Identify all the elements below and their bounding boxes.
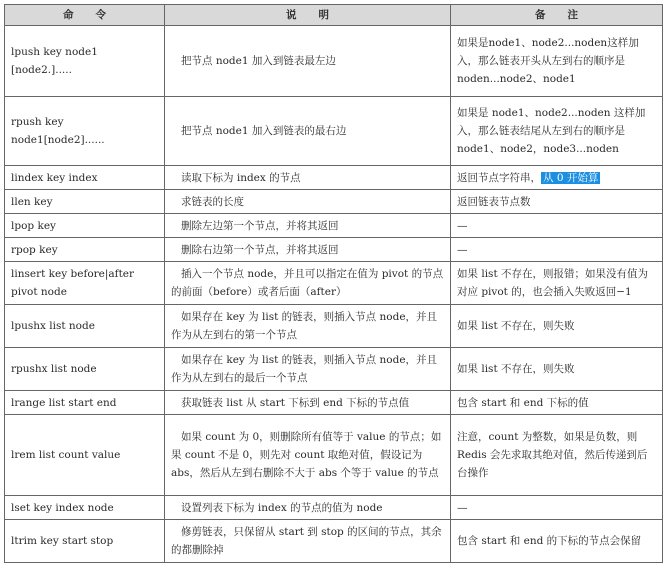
note-cell	[451, 166, 663, 190]
description-cell: 如果 count 为 0，则删除所有值等于 value 的节点；如果 count 不是 0，则先对 count 取绝对值，假设记为 abs，然后从左到右删除不大于 abs 个等于 value 的节点	[165, 415, 451, 496]
header-description: 说明	[165, 5, 451, 26]
command-cell: rpush key node1[node2]......	[5, 97, 165, 166]
note-cell: —	[451, 214, 663, 238]
table-row	[5, 166, 663, 190]
note-cell: 包含 start 和 end 下标的值	[451, 391, 663, 415]
table-header-row	[5, 5, 663, 26]
table-row	[5, 262, 663, 305]
table-row	[5, 238, 663, 262]
command-cell: lset key index node	[5, 496, 165, 520]
description-cell: 修剪链表，只保留从 start 到 stop 的区间的节点，其余的都删除掉	[165, 520, 451, 563]
note-cell: 如果是 node1、node2...noden 这样加入，那么链表结尾从左到右的顺序是 node1、node2，node3...noden	[451, 97, 663, 166]
table-row	[5, 190, 663, 214]
table-row	[5, 214, 663, 238]
command-cell: rpushx list node	[5, 348, 165, 391]
command-cell: rpop key	[5, 238, 165, 262]
description-cell: 获取链表 list 从 start 下标到 end 下标的节点值	[165, 391, 451, 415]
note-text: 返回节点字符串，	[457, 171, 541, 184]
table-row	[5, 520, 663, 563]
note-cell: 如果是node1、node2...noden这样加入，那么链表开头从左到右的顺序是 noden...node2、node1	[451, 26, 663, 97]
description-cell: 如果存在 key 为 list 的链表，则插入节点 node，并且作为从左到右的第一个节点	[165, 305, 451, 348]
note-cell: 注意，count 为整数，如果是负数，则 Redis 会先求取其绝对值，然后传递到后台操作	[451, 415, 663, 496]
description-cell: 插入一个节点 node，并且可以指定在值为 pivot 的节点的前面（before）或者后面（after）	[165, 262, 451, 305]
command-cell: llen key	[5, 190, 165, 214]
description-cell: 设置列表下标为 index 的节点的值为 node	[165, 496, 451, 520]
description-cell: 把节点 node1 加入到链表最左边	[165, 26, 451, 97]
note-cell: 包含 start 和 end 的下标的节点会保留	[451, 520, 663, 563]
redis-list-commands-table	[4, 4, 663, 563]
note-cell: —	[451, 496, 663, 520]
note-cell: 如果 list 不存在，则失败	[451, 348, 663, 391]
command-cell: lrange list start end	[5, 391, 165, 415]
description-cell: 读取下标为 index 的节点	[165, 166, 451, 190]
table-row	[5, 305, 663, 348]
table-row	[5, 415, 663, 496]
command-cell: lindex key index	[5, 166, 165, 190]
command-cell: lrem list count value	[5, 415, 165, 496]
command-cell: lpushx list node	[5, 305, 165, 348]
table-row	[5, 348, 663, 391]
command-cell: ltrim key start stop	[5, 520, 165, 563]
highlighted-note-text: 从 0 开始算	[543, 171, 599, 184]
note-cell: —	[451, 238, 663, 262]
table-row	[5, 496, 663, 520]
header-command: 命令	[5, 5, 165, 26]
description-cell: 求链表的长度	[165, 190, 451, 214]
description-cell: 删除右边第一个节点，并将其返回	[165, 238, 451, 262]
description-cell: 删除左边第一个节点，并将其返回	[165, 214, 451, 238]
description-cell: 把节点 node1 加入到链表的最右边	[165, 97, 451, 166]
table-row	[5, 391, 663, 415]
description-cell: 如果存在 key 为 list 的链表，则插入节点 node，并且作为从左到右的最后一个节点	[165, 348, 451, 391]
table-row	[5, 26, 663, 97]
header-note: 备注	[451, 5, 663, 26]
note-cell: 如果 list 不存在，则失败	[451, 305, 663, 348]
command-cell: lpush key node1 [node2.].....	[5, 26, 165, 97]
command-cell: lpop key	[5, 214, 165, 238]
note-cell: 如果 list 不存在，则报错；如果没有值为对应 pivot 的，也会插入失败返回−1	[451, 262, 663, 305]
note-cell: 返回链表节点数	[451, 190, 663, 214]
command-cell: linsert key before|after pivot node	[5, 262, 165, 305]
table-row	[5, 97, 663, 166]
